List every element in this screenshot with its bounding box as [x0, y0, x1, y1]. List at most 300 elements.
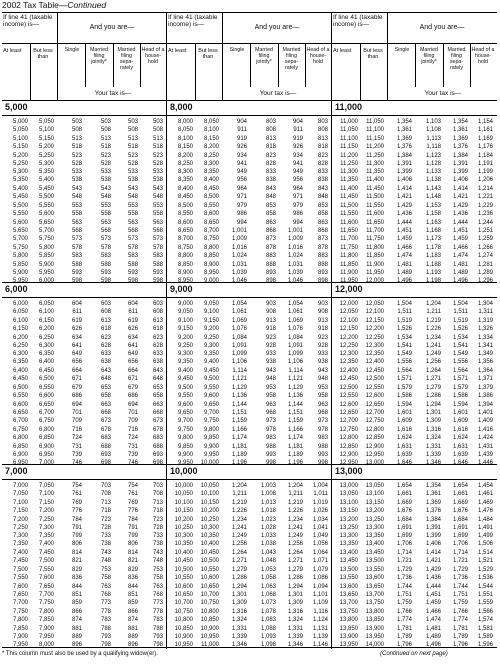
- table-cell: 11,900: [340, 269, 358, 276]
- table-cell: 11,000: [340, 119, 358, 125]
- table-cell: 6,300: [12, 351, 28, 358]
- table-cell: 838: [317, 177, 328, 184]
- table-row: [332, 516, 497, 524]
- table-cell: 6,250: [38, 334, 54, 341]
- table-cell: 1,564: [396, 368, 412, 375]
- table-cell: 8,150: [203, 135, 219, 142]
- table-cell: 1,191: [477, 160, 493, 167]
- table-row: [332, 350, 497, 358]
- table-cell: 1,041: [312, 524, 328, 531]
- table-cell: 1,038: [260, 541, 276, 548]
- table-cell: 10,950: [174, 642, 193, 649]
- table-cell: 648: [100, 376, 111, 383]
- table-cell: 1,103: [425, 119, 441, 125]
- table-cell: 998: [265, 460, 276, 467]
- table-cell: 1,221: [477, 194, 493, 201]
- table-cell: 10,350: [174, 541, 193, 548]
- table-cell: 5,800: [12, 253, 28, 260]
- table-cell: 9,150: [177, 325, 193, 332]
- table-cell: 6,150: [12, 325, 28, 332]
- table-cell: 7,550: [12, 575, 28, 582]
- row-group: [332, 334, 497, 367]
- table-cell: 643: [152, 368, 163, 375]
- row-group: [167, 401, 331, 434]
- row-group: [332, 118, 497, 151]
- table-cell: 8,300: [177, 169, 193, 176]
- table-cell: 8,950: [177, 278, 193, 285]
- tax-table: [2, 12, 497, 648]
- table-cell: 848: [317, 194, 328, 201]
- row-group: [167, 334, 331, 367]
- table-cell: 686: [127, 393, 138, 400]
- table-row: [2, 608, 166, 616]
- table-cell: 1,319: [477, 317, 493, 324]
- table-cell: 11,000: [201, 642, 219, 649]
- table-cell: 8,400: [177, 186, 193, 193]
- table-cell: 783: [152, 617, 163, 624]
- table-cell: 543: [127, 186, 138, 193]
- table-cell: 653: [152, 384, 163, 391]
- table-cell: 878: [265, 244, 276, 251]
- table-cell: 11,500: [366, 194, 384, 201]
- table-cell: 1,158: [425, 211, 441, 218]
- table-cell: 8,900: [177, 269, 193, 276]
- table-cell: 13,900: [339, 633, 358, 640]
- table-cell: 1,526: [396, 325, 412, 332]
- table-cell: 1,003: [260, 483, 276, 489]
- table-cell: 858: [317, 211, 328, 218]
- table-cell: 728: [100, 524, 111, 531]
- table-cell: 10,950: [200, 633, 219, 640]
- table-row: [332, 557, 497, 565]
- table-cell: 11,600: [366, 211, 384, 218]
- table-cell: 598: [71, 278, 82, 285]
- table-cell: 1,796: [396, 642, 412, 649]
- table-cell: 1,279: [231, 566, 247, 573]
- row-group: [167, 516, 331, 549]
- table-cell: 503: [127, 119, 138, 125]
- table-cell: 1,519: [396, 317, 412, 324]
- table-cell: 979: [292, 202, 303, 209]
- table-cell: 604: [127, 301, 138, 307]
- table-cell: 1,146: [312, 642, 328, 649]
- table-cell: 5,550: [12, 211, 28, 218]
- table-cell: 6,900: [38, 443, 54, 450]
- table-cell: 9,450: [203, 368, 219, 375]
- table-row: [167, 608, 331, 616]
- section-rule: [2, 297, 166, 298]
- table-row: [332, 583, 497, 591]
- table-cell: 13,850: [365, 617, 384, 624]
- table-row: [2, 392, 166, 400]
- table-cell: 798: [100, 642, 111, 649]
- table-cell: 6,400: [12, 368, 28, 375]
- table-row: [2, 591, 166, 599]
- table-cell: 9,100: [177, 317, 193, 324]
- table-cell: 1,136: [287, 393, 303, 400]
- table-cell: 9,350: [177, 359, 193, 366]
- table-cell: 793: [100, 633, 111, 640]
- table-cell: 1,138: [425, 177, 441, 184]
- table-cell: 5,400: [12, 186, 28, 193]
- table-cell: 1,259: [477, 236, 493, 243]
- table-cell: 9,950: [203, 451, 219, 458]
- table-cell: 1,781: [396, 625, 412, 632]
- table-row: [332, 625, 497, 633]
- table-cell: 1,639: [452, 451, 468, 458]
- table-cell: 5,350: [12, 177, 28, 184]
- table-cell: 1,309: [287, 600, 303, 607]
- table-cell: 603: [100, 301, 111, 307]
- table-cell: 623: [100, 334, 111, 341]
- table-cell: 7,900: [12, 633, 28, 640]
- row-group: [167, 367, 331, 400]
- table-cell: 1,331: [425, 443, 441, 450]
- table-cell: 908: [317, 309, 328, 316]
- table-cell: 12,550: [339, 393, 358, 400]
- table-cell: 1,339: [287, 633, 303, 640]
- table-cell: 1,556: [396, 359, 412, 366]
- table-cell: 926: [292, 143, 303, 150]
- table-cell: 1,684: [396, 516, 412, 523]
- table-cell: 7,100: [38, 491, 54, 498]
- table-cell: 13,200: [339, 516, 358, 523]
- table-cell: 806: [71, 541, 82, 548]
- table-cell: 1,056: [312, 541, 328, 548]
- table-row: [167, 375, 331, 383]
- table-cell: 618: [100, 325, 111, 332]
- table-cell: 10,150: [200, 499, 219, 506]
- table-cell: 743: [152, 550, 163, 557]
- table-row: [332, 202, 497, 210]
- table-cell: 1,646: [396, 460, 412, 467]
- table-cell: 738: [100, 541, 111, 548]
- table-cell: 873: [317, 236, 328, 243]
- table-cell: 1,384: [425, 516, 441, 523]
- table-cell: 1,519: [452, 317, 468, 324]
- table-row: [167, 210, 331, 218]
- table-cell: 1,026: [312, 507, 328, 514]
- table-cell: 986: [292, 211, 303, 218]
- table-cell: 881: [71, 625, 82, 632]
- section-rule: [332, 115, 497, 116]
- table-cell: 7,250: [38, 516, 54, 523]
- table-cell: 508: [152, 127, 163, 134]
- table-cell: 964: [236, 186, 247, 193]
- table-cell: 13,500: [365, 558, 384, 565]
- table-cell: 926: [236, 143, 247, 150]
- table-cell: 1,461: [477, 491, 493, 498]
- table-cell: 1,551: [477, 592, 493, 599]
- table-cell: 11,100: [366, 127, 384, 134]
- table-cell: 9,250: [203, 334, 219, 341]
- table-cell: 723: [152, 516, 163, 523]
- table-cell: 673: [152, 418, 163, 425]
- table-cell: 918: [265, 325, 276, 332]
- table-cell: 1,474: [452, 253, 468, 260]
- table-cell: 6,000: [38, 278, 54, 285]
- table-cell: 523: [127, 152, 138, 159]
- section-title: 8,000: [170, 102, 193, 112]
- table-cell: 1,669: [452, 499, 468, 506]
- table-cell: 1,339: [425, 451, 441, 458]
- table-row: [332, 417, 497, 425]
- table-cell: 1,076: [287, 325, 303, 332]
- table-cell: 533: [71, 169, 82, 176]
- table-cell: 1,646: [452, 460, 468, 467]
- row-group: [332, 367, 497, 400]
- table-row: [332, 143, 497, 151]
- table-cell: 724: [71, 435, 82, 442]
- table-cell: 1,624: [396, 435, 412, 442]
- table-cell: 10,100: [200, 491, 219, 498]
- table-cell: 578: [127, 244, 138, 251]
- table-cell: 656: [71, 359, 82, 366]
- row-group: [2, 583, 166, 616]
- table-cell: 1,459: [452, 236, 468, 243]
- table-cell: 1,219: [425, 317, 441, 324]
- table-cell: 971: [236, 194, 247, 201]
- table-cell: 13,600: [339, 583, 358, 590]
- table-cell: 7,250: [12, 524, 28, 531]
- table-cell: 8,050: [203, 119, 219, 125]
- table-cell: 563: [100, 219, 111, 226]
- table-cell: 928: [317, 342, 328, 349]
- table-row: [167, 434, 331, 442]
- at-least-label: At least: [168, 48, 187, 54]
- table-cell: 1,086: [312, 575, 328, 582]
- table-cell: 1,511: [397, 309, 412, 316]
- table-cell: 648: [152, 376, 163, 383]
- table-cell: 708: [100, 491, 111, 498]
- row-group: [332, 152, 497, 185]
- table-cell: 843: [265, 186, 276, 193]
- table-cell: 1,489: [396, 269, 412, 276]
- table-cell: 1,289: [477, 269, 493, 276]
- table-cell: 703: [100, 483, 111, 489]
- table-cell: 7,400: [38, 541, 54, 548]
- row-group: [332, 549, 497, 582]
- table-cell: 10,650: [174, 592, 193, 599]
- table-cell: 1,214: [477, 186, 493, 193]
- table-cell: 9,200: [203, 325, 219, 332]
- table-cell: 1,116: [313, 608, 328, 615]
- table-cell: 9,750: [177, 426, 193, 433]
- table-row: [167, 317, 331, 325]
- table-row: [167, 152, 331, 160]
- mfj-footnote-mark: *: [269, 59, 272, 65]
- table-cell: 1,068: [260, 592, 276, 599]
- table-cell: 13,750: [365, 600, 384, 607]
- table-cell: 611: [128, 309, 138, 316]
- table-cell: 5,300: [12, 169, 28, 176]
- column-header: [167, 13, 331, 101]
- table-cell: 888: [317, 261, 328, 268]
- table-cell: 694: [127, 401, 138, 408]
- row-group: [2, 482, 166, 515]
- table-cell: 1,229: [477, 202, 493, 209]
- table-cell: 1,301: [287, 592, 303, 599]
- table-cell: 9,800: [177, 435, 193, 442]
- table-cell: 1,391: [452, 160, 468, 167]
- table-cell: 1,121: [231, 376, 247, 383]
- row-group: [2, 219, 166, 252]
- table-cell: 548: [127, 194, 138, 201]
- table-cell: 1,093: [260, 633, 276, 640]
- table-cell: 548: [152, 194, 163, 201]
- table-cell: 708: [152, 491, 163, 498]
- table-row: [2, 426, 166, 434]
- table-cell: 13,350: [339, 541, 358, 548]
- table-cell: 12,750: [339, 426, 358, 433]
- table-cell: 543: [71, 186, 82, 193]
- table-cell: 5,400: [38, 177, 54, 184]
- table-cell: 5,300: [38, 160, 54, 167]
- table-cell: 1,506: [477, 541, 493, 548]
- table-cell: 633: [152, 351, 163, 358]
- table-cell: 608: [100, 309, 111, 316]
- table-row: [332, 269, 497, 277]
- table-cell: 1,118: [426, 143, 441, 150]
- table-cell: 709: [71, 418, 82, 425]
- table-cell: 7,950: [38, 633, 54, 640]
- table-cell: 1,091: [287, 342, 303, 349]
- table-cell: 12,000: [365, 278, 384, 285]
- table-cell: 788: [152, 625, 163, 632]
- table-cell: 1,039: [287, 269, 303, 276]
- table-row: [167, 261, 331, 269]
- table-cell: 9,250: [177, 342, 193, 349]
- table-row: [167, 185, 331, 193]
- table-cell: 1,429: [452, 202, 468, 209]
- table-cell: 1,023: [260, 516, 276, 523]
- table-cell: 6,100: [12, 317, 28, 324]
- table-cell: 12,750: [365, 418, 384, 425]
- table-cell: 8,750: [177, 244, 193, 251]
- table-row: [167, 219, 331, 227]
- and-you-are-label: And you are—: [89, 24, 135, 31]
- table-cell: 518: [100, 143, 111, 150]
- table-row: [2, 625, 166, 633]
- tax-section: [332, 283, 497, 465]
- table-cell: 1,451: [396, 228, 412, 235]
- table-cell: 949: [292, 169, 303, 176]
- page-title: 2002 Tax Table—Continued: [2, 0, 107, 10]
- table-cell: 1,028: [260, 524, 276, 531]
- table-cell: 1,046: [287, 278, 303, 285]
- table-cell: 913: [265, 317, 276, 324]
- table-cell: 619: [127, 317, 138, 324]
- table-cell: 7,000: [12, 483, 28, 489]
- table-cell: 1,536: [477, 575, 493, 582]
- table-cell: 1,616: [396, 426, 412, 433]
- table-cell: 1,094: [312, 583, 328, 590]
- table-cell: 758: [100, 575, 111, 582]
- table-cell: 1,001: [231, 228, 247, 235]
- table-cell: 8,600: [177, 219, 193, 226]
- table-cell: 1,376: [452, 143, 468, 150]
- table-row: [332, 168, 497, 176]
- row-group: [332, 185, 497, 218]
- table-cell: 611: [72, 309, 82, 316]
- table-cell: 548: [100, 194, 111, 201]
- table-cell: 6,850: [12, 443, 28, 450]
- mfj-footnote-mark: *: [434, 59, 437, 65]
- table-cell: 1,211: [232, 491, 247, 498]
- table-cell: 10,050: [174, 491, 193, 498]
- row-group: [332, 482, 497, 515]
- table-cell: 593: [100, 269, 111, 276]
- table-cell: 1,496: [425, 642, 441, 649]
- table-cell: 799: [127, 533, 138, 540]
- table-cell: 12,200: [365, 325, 384, 332]
- your-tax-is-label: Your tax is—: [424, 90, 462, 97]
- table-cell: 956: [236, 177, 247, 184]
- row-group: [332, 434, 497, 467]
- table-cell: 513: [100, 135, 111, 142]
- table-cell: 9,750: [203, 418, 219, 425]
- table-cell: 9,850: [177, 443, 193, 450]
- table-row: [332, 401, 497, 409]
- table-cell: 10,300: [174, 533, 193, 540]
- table-cell: 1,294: [425, 401, 441, 408]
- table-cell: 874: [71, 617, 82, 624]
- table-cell: 8,250: [177, 160, 193, 167]
- table-cell: 7,950: [12, 642, 28, 649]
- table-cell: 1,556: [452, 359, 468, 366]
- status-single-label: Single: [229, 47, 245, 53]
- table-cell: 7,550: [38, 566, 54, 573]
- table-row: [2, 135, 166, 143]
- table-cell: 1,541: [452, 342, 468, 349]
- table-cell: 10,100: [174, 499, 193, 506]
- row-group: [167, 152, 331, 185]
- table-cell: 1,011: [313, 491, 328, 498]
- table-cell: 1,796: [452, 642, 468, 649]
- table-cell: 588: [152, 261, 163, 268]
- table-row: [2, 152, 166, 160]
- table-cell: 1,069: [231, 317, 247, 324]
- table-cell: 1,466: [425, 608, 441, 615]
- table-cell: 754: [71, 483, 82, 489]
- table-cell: 1,446: [477, 460, 493, 467]
- table-cell: 593: [152, 269, 163, 276]
- table-cell: 773: [152, 600, 163, 607]
- table-row: [332, 325, 497, 333]
- table-cell: 7,350: [38, 533, 54, 540]
- table-cell: 1,101: [312, 592, 328, 599]
- table-cell: 10,600: [174, 583, 193, 590]
- table-cell: 13,500: [339, 566, 358, 573]
- table-cell: 9,000: [203, 278, 219, 285]
- table-cell: 528: [100, 160, 111, 167]
- table-cell: 983: [317, 435, 328, 442]
- table-row: [2, 334, 166, 342]
- table-cell: 806: [127, 541, 138, 548]
- table-cell: 1,491: [477, 524, 493, 531]
- table-cell: 1,421: [396, 194, 412, 201]
- table-cell: 908: [265, 309, 276, 316]
- table-row: [2, 384, 166, 392]
- table-cell: 8,800: [203, 244, 219, 251]
- table-cell: 1,139: [312, 633, 328, 640]
- table-cell: 746: [127, 460, 138, 467]
- table-cell: 1,181: [231, 443, 247, 450]
- table-cell: 10,850: [200, 617, 219, 624]
- table-cell: 7,200: [38, 507, 54, 514]
- table-cell: 1,721: [396, 558, 412, 565]
- table-row: [332, 616, 497, 624]
